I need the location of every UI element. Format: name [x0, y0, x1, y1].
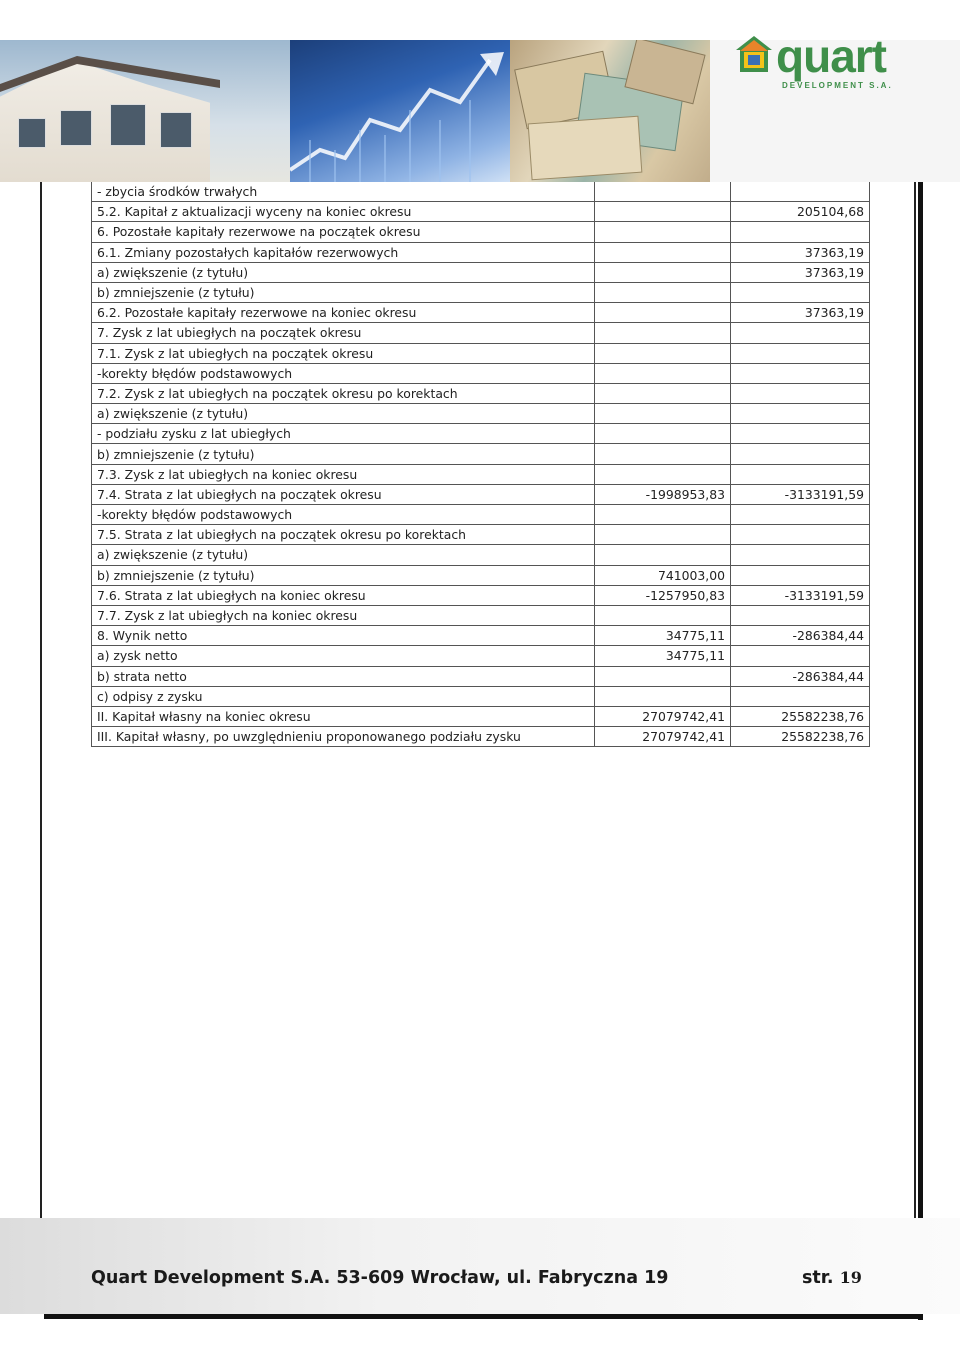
row-label: II. Kapitał własny na koniec okresu	[92, 706, 595, 726]
row-label: III. Kapitał własny, po uwzględnieniu proponowanego podziału zysku	[92, 727, 595, 747]
row-label: - podziału zysku z lat ubiegłych	[92, 424, 595, 444]
value-col-2: -3133191,59	[731, 585, 870, 605]
table-row	[92, 585, 870, 605]
value-col-2	[731, 525, 870, 545]
row-label: a) zwiększenie (z tytułu)	[92, 545, 595, 565]
row-label: b) zmniejszenie (z tytułu)	[92, 282, 595, 302]
value-col-1: -1257950,83	[595, 585, 731, 605]
value-col-1	[595, 303, 731, 323]
value-col-2: -286384,44	[731, 666, 870, 686]
table-row	[92, 646, 870, 666]
value-col-1	[595, 424, 731, 444]
banner-window	[18, 118, 46, 148]
table-row	[92, 363, 870, 383]
value-col-1	[595, 525, 731, 545]
value-col-2: 37363,19	[731, 242, 870, 262]
value-col-1	[595, 222, 731, 242]
row-label: 7. Zysk z lat ubiegłych na początek okresu	[92, 323, 595, 343]
table-row	[92, 666, 870, 686]
value-col-1	[595, 666, 731, 686]
value-col-2: 37363,19	[731, 303, 870, 323]
table-row	[92, 303, 870, 323]
table-row	[92, 444, 870, 464]
table-row	[92, 282, 870, 302]
value-col-2: -3133191,59	[731, 484, 870, 504]
row-label: 6. Pozostałe kapitały rezerwowe na początek okresu	[92, 222, 595, 242]
row-label: a) zwiększenie (z tytułu)	[92, 404, 595, 424]
value-col-1	[595, 323, 731, 343]
table-row	[92, 464, 870, 484]
value-col-1	[595, 202, 731, 222]
value-col-1: -1998953,83	[595, 484, 731, 504]
row-label: 7.6. Strata z lat ubiegłych na koniec okresu	[92, 585, 595, 605]
value-col-2	[731, 404, 870, 424]
row-label: -korekty błędów podstawowych	[92, 505, 595, 525]
row-label: c) odpisy z zysku	[92, 686, 595, 706]
table-row	[92, 323, 870, 343]
value-col-1	[595, 505, 731, 525]
value-col-1: 34775,11	[595, 646, 731, 666]
value-col-2	[731, 686, 870, 706]
value-col-2	[731, 363, 870, 383]
table-row	[92, 525, 870, 545]
value-col-2: 205104,68	[731, 202, 870, 222]
footer-page-number	[802, 1268, 862, 1288]
row-label: 7.3. Zysk z lat ubiegłych na koniec okresu	[92, 464, 595, 484]
value-col-1	[595, 363, 731, 383]
table-row	[92, 424, 870, 444]
logo-wordmark: quart	[776, 30, 886, 82]
table-row	[92, 242, 870, 262]
value-col-2	[731, 505, 870, 525]
chart-arrow-icon	[290, 40, 510, 182]
row-label: b) zmniejszenie (z tytułu)	[92, 565, 595, 585]
banknotes-icon	[510, 40, 710, 182]
house-logo-icon	[734, 34, 774, 74]
table-row	[92, 686, 870, 706]
row-label: b) zmniejszenie (z tytułu)	[92, 444, 595, 464]
value-col-2	[731, 646, 870, 666]
table-row	[92, 343, 870, 363]
row-label: a) zysk netto	[92, 646, 595, 666]
table-row	[92, 626, 870, 646]
row-label: 5.2. Kapitał z aktualizacji wyceny na koniec okresu	[92, 202, 595, 222]
row-label: 6.2. Pozostałe kapitały rezerwowe na koniec okresu	[92, 303, 595, 323]
value-col-2	[731, 464, 870, 484]
banner-window	[110, 104, 146, 146]
value-col-2: 25582238,76	[731, 706, 870, 726]
value-col-2	[731, 565, 870, 585]
table-row	[92, 262, 870, 282]
table-row	[92, 222, 870, 242]
footer-company-address: Quart Development S.A. 53-609 Wrocław, ul. Fabryczna 19	[91, 1268, 669, 1288]
table-row	[92, 545, 870, 565]
value-col-2: 25582238,76	[731, 727, 870, 747]
value-col-2: 37363,19	[731, 262, 870, 282]
value-col-1	[595, 404, 731, 424]
logo-subtitle: DEVELOPMENT S.A.	[782, 81, 893, 90]
value-col-1	[595, 545, 731, 565]
table-row	[92, 383, 870, 403]
value-col-2	[731, 383, 870, 403]
table-row	[92, 484, 870, 504]
banner-window	[60, 110, 92, 146]
row-label: 6.1. Zmiany pozostałych kapitałów rezerwowych	[92, 242, 595, 262]
table-row	[92, 404, 870, 424]
row-label: -korekty błędów podstawowych	[92, 363, 595, 383]
row-label: - zbycia środków trwałych	[92, 182, 595, 202]
value-col-2	[731, 323, 870, 343]
value-col-1	[595, 444, 731, 464]
value-col-1: 27079742,41	[595, 727, 731, 747]
row-label: 8. Wynik netto	[92, 626, 595, 646]
value-col-2	[731, 343, 870, 363]
value-col-2	[731, 545, 870, 565]
banner-photo-stock-chart	[290, 40, 510, 182]
value-col-1	[595, 383, 731, 403]
table-row	[92, 605, 870, 625]
value-col-1: 34775,11	[595, 626, 731, 646]
value-col-2	[731, 444, 870, 464]
row-label: b) strata netto	[92, 666, 595, 686]
row-label: 7.2. Zysk z lat ubiegłych na początek okresu po korektach	[92, 383, 595, 403]
value-col-2	[731, 222, 870, 242]
footer-band	[0, 1218, 960, 1314]
value-col-1	[595, 262, 731, 282]
value-col-1: 741003,00	[595, 565, 731, 585]
table-row	[92, 706, 870, 726]
value-col-1	[595, 343, 731, 363]
table-row	[92, 727, 870, 747]
value-col-2	[731, 282, 870, 302]
banner-window	[160, 112, 192, 148]
row-label: a) zwiększenie (z tytułu)	[92, 262, 595, 282]
value-col-1	[595, 282, 731, 302]
frame-shadow	[918, 44, 923, 1320]
banner-photo-banknotes	[510, 40, 710, 182]
page-label: str.	[802, 1268, 834, 1288]
row-label: 7.5. Strata z lat ubiegłych na początek okresu po korektach	[92, 525, 595, 545]
value-col-2	[731, 182, 870, 202]
value-col-1	[595, 686, 731, 706]
row-label: 7.7. Zysk z lat ubiegłych na koniec okresu	[92, 605, 595, 625]
row-label: 7.4. Strata z lat ubiegłych na początek okresu	[92, 484, 595, 504]
value-col-2: -286384,44	[731, 626, 870, 646]
value-col-2	[731, 605, 870, 625]
value-col-1	[595, 242, 731, 262]
value-col-2	[731, 424, 870, 444]
row-label: 7.1. Zysk z lat ubiegłych na początek okresu	[92, 343, 595, 363]
value-col-1: 27079742,41	[595, 706, 731, 726]
table-row	[92, 182, 870, 202]
table-row	[92, 505, 870, 525]
page-number: 19	[839, 1268, 862, 1287]
equity-changes-table	[91, 182, 870, 747]
value-col-1	[595, 605, 731, 625]
table-row	[92, 202, 870, 222]
table-row	[92, 565, 870, 585]
value-col-1	[595, 182, 731, 202]
value-col-1	[595, 464, 731, 484]
frame-shadow	[44, 1314, 923, 1319]
